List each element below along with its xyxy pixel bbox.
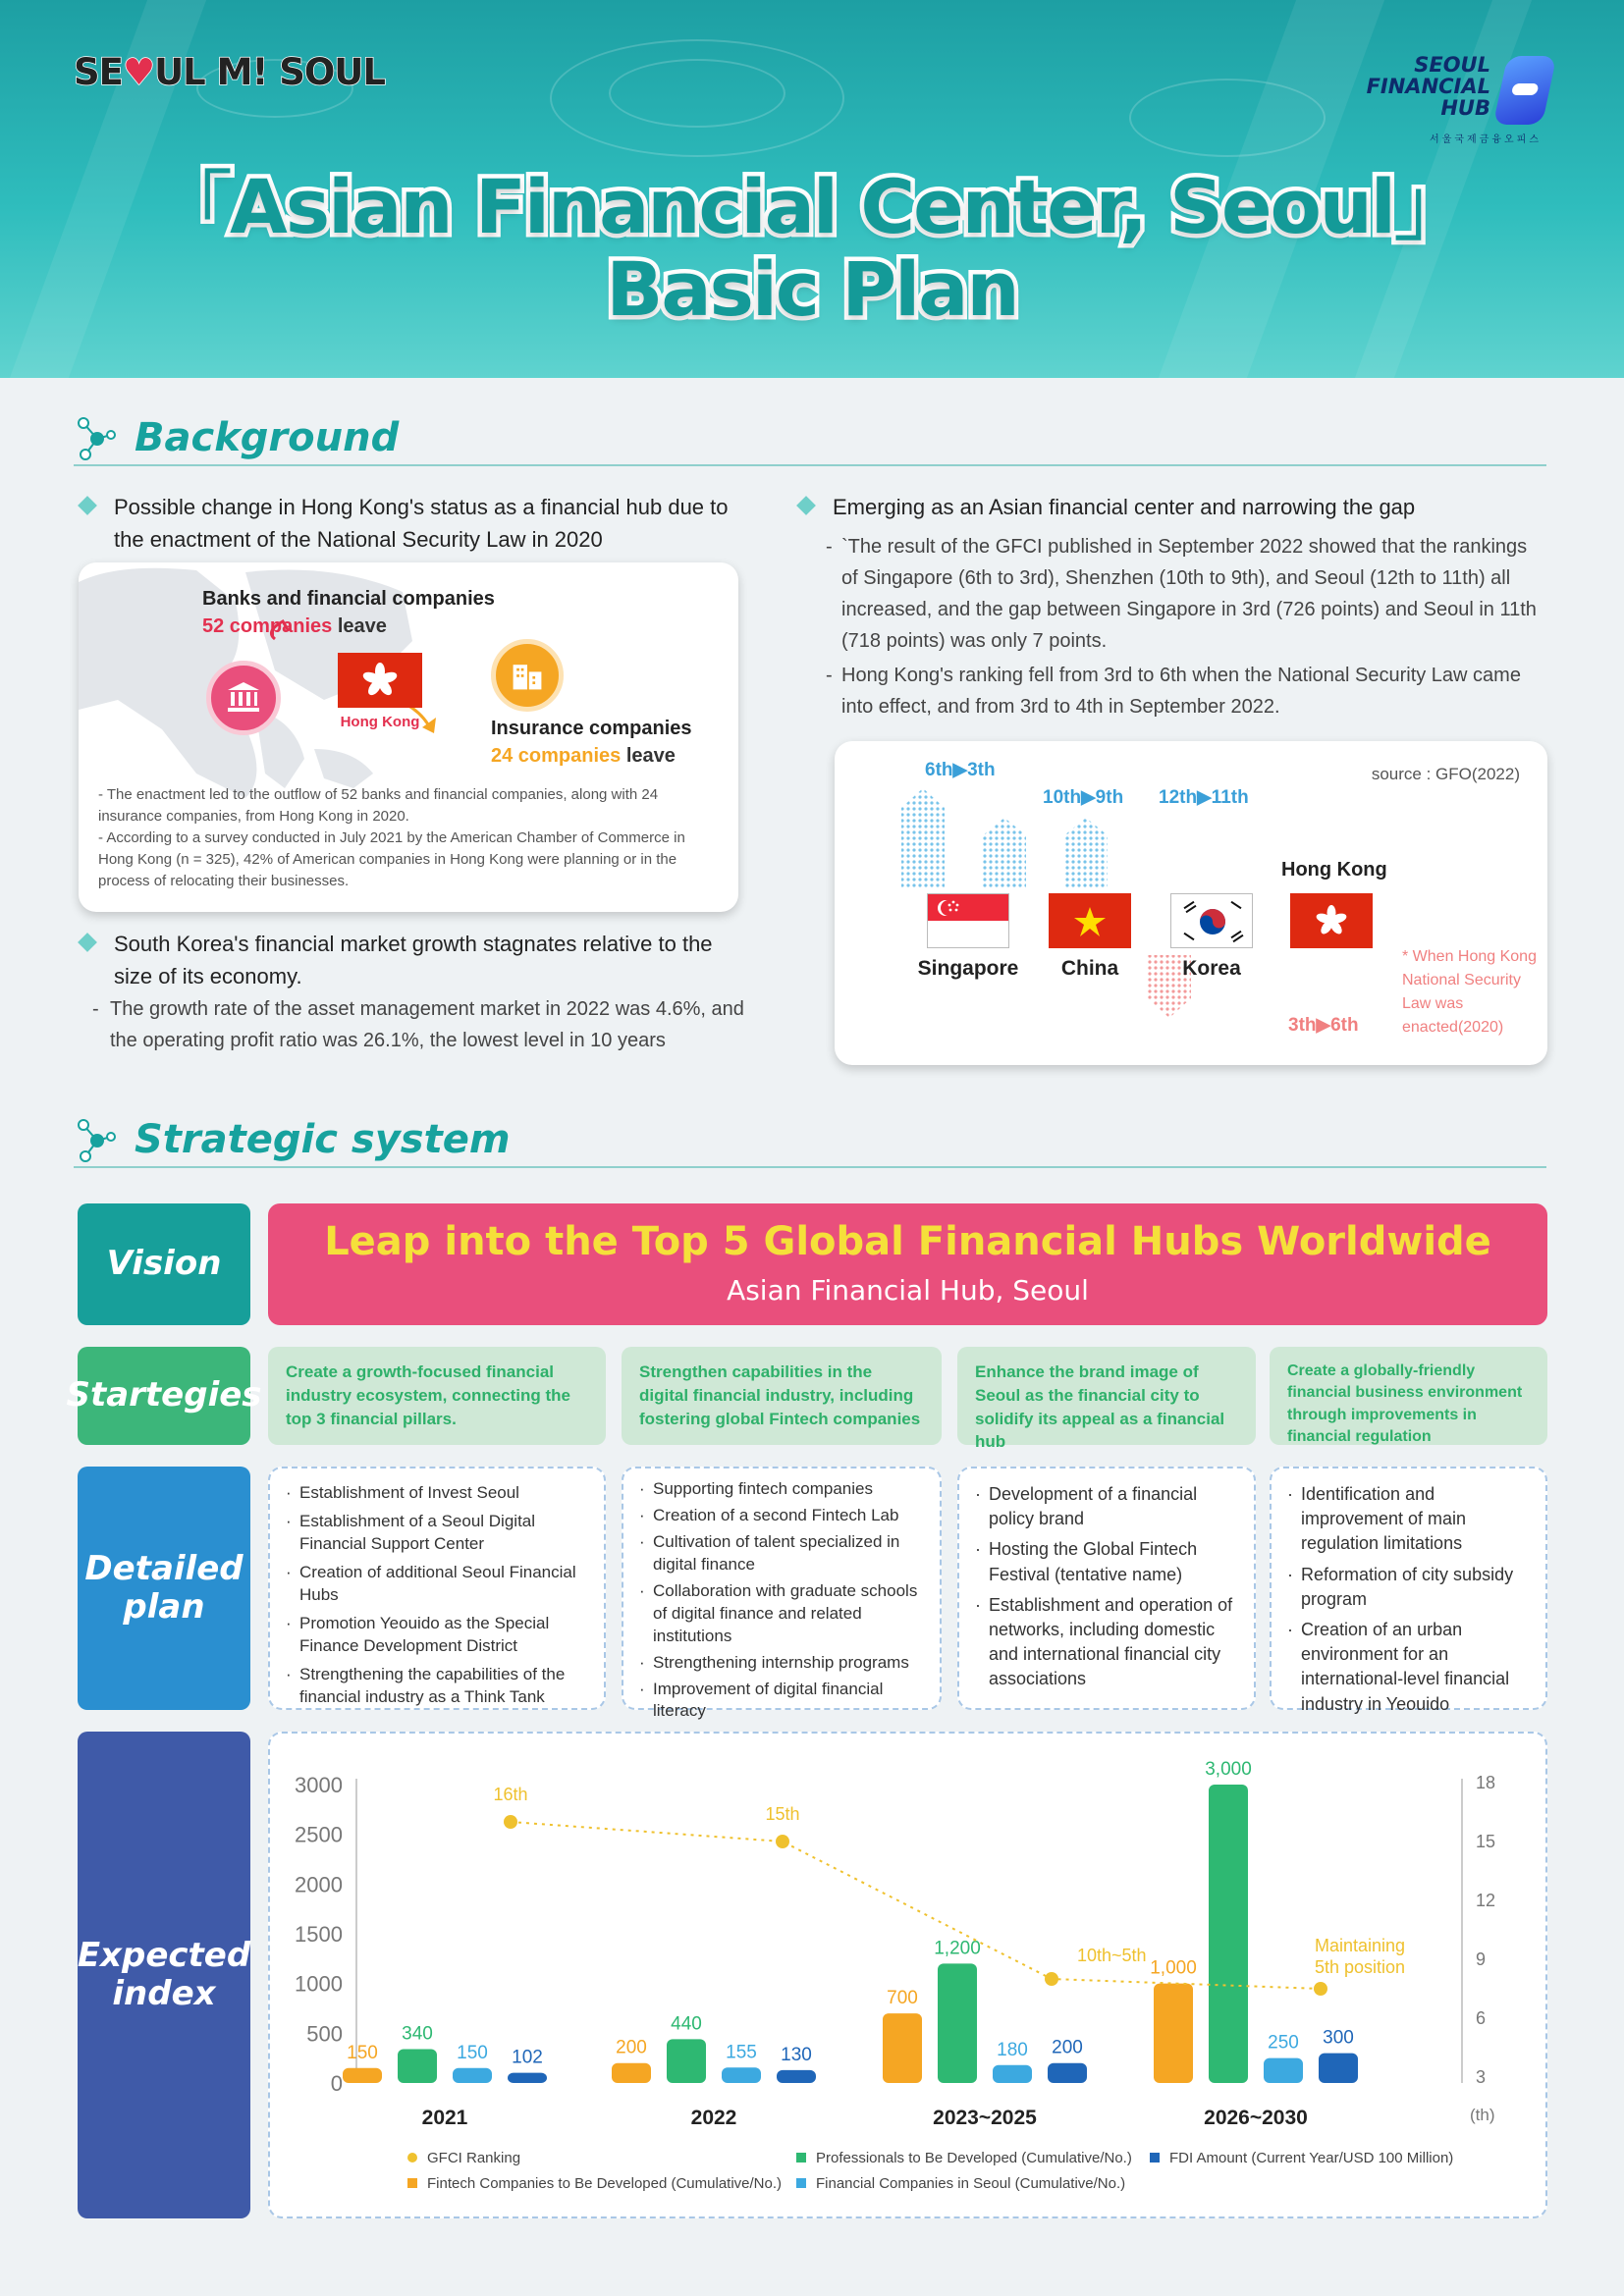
bar-value-label: 102 (512, 2047, 543, 2068)
bar-value-label: 300 (1323, 2027, 1354, 2049)
china-name: China (1060, 957, 1119, 980)
y2-tick-label: 15 (1476, 1832, 1496, 1851)
hongkong-name: Hong Kong (1281, 859, 1387, 881)
hk-law-note: * When Hong Kong National Security Law was enacted(2020) (1402, 948, 1537, 1036)
bank-icon (206, 661, 281, 735)
y2-tick-label: 12 (1476, 1891, 1496, 1910)
vision-subtitle: Asian Financial Hub, Seoul (727, 1274, 1089, 1307)
gfci-point (776, 1835, 789, 1848)
bar-value-label: 180 (997, 2039, 1028, 2060)
y-tick-label: 0 (330, 2071, 343, 2096)
plan-item: · Development of a financial policy brand (975, 1482, 1238, 1531)
plan-item: · Collaboration with graduate schools of digital finance and related institutions (639, 1580, 924, 1648)
plan-item: · Establishment and operation of networks, including domestic and international financial city associations (975, 1593, 1238, 1692)
rank-change-card (835, 741, 1547, 1065)
gfci-point (1045, 1972, 1058, 1986)
hong-kong-flag-icon (338, 653, 422, 708)
legend-financial-companies: Financial Companies in Seoul (Cumulative/No.) (796, 2175, 1125, 2192)
bar-2 (453, 2068, 492, 2083)
bar-value-label: 200 (616, 2037, 647, 2058)
plan-item: · Creation of a second Fintech Lab (639, 1505, 924, 1527)
plan-item: · Establishment of Invest Seoul (286, 1482, 588, 1505)
y-tick-label: 2000 (295, 1872, 343, 1897)
plan-item: · Creation of an urban environment for an international-level financial industry in Yeouido (1287, 1618, 1530, 1717)
plan-item: · Identification and improvement of main regulation limitations (1287, 1482, 1530, 1557)
bar-2 (993, 2065, 1032, 2083)
page-title: 「Asian Financial Center, Seoul」 (157, 163, 1467, 250)
outflow-note: - The enactment led to the outflow of 52 banks and financial companies, along with 24 insurance companies, from Hong Kong in 2020. (98, 786, 659, 825)
hongkong-change: 3th▶6th (1288, 1015, 1359, 1036)
bar-value-label: 1,000 (1150, 1957, 1197, 1979)
plan-card (1270, 1467, 1547, 1714)
china-flag-icon (1049, 893, 1131, 948)
bar-3 (508, 2073, 547, 2083)
china-up-arrow (983, 818, 1026, 888)
source-note: source : GFO(2022) (1371, 765, 1520, 783)
building-icon (491, 639, 564, 712)
bar-1 (938, 1963, 977, 2083)
korea-up-arrow (1064, 818, 1108, 888)
plan-item: · Promotion Yeouido as the Special Finance Development District (286, 1613, 588, 1658)
y-tick-label: 1500 (295, 1922, 343, 1947)
bar-value-label: 700 (887, 1988, 918, 2009)
korea-bullet: South Korea's financial market growth stagnates relative to the size of its economy. (81, 928, 748, 996)
singapore-change: 6th▶3th (925, 760, 996, 780)
network-icon (74, 413, 117, 462)
seoul-my-soul-logo: SE♥UL M! SOUL (74, 51, 385, 93)
expected-index-panel (268, 1732, 1547, 2218)
plan-card (957, 1467, 1256, 1710)
korea-flag-icon (1170, 893, 1253, 948)
seoul-financial-hub-logo: SEOUL FINANCIAL HUB 서울국제금융오피스 (1392, 54, 1549, 147)
bar-value-label: 440 (671, 2013, 702, 2035)
bar-1 (398, 2050, 437, 2083)
y2-tick-label: 18 (1476, 1773, 1496, 1792)
hong-kong-label: Hong Kong (340, 714, 420, 730)
strategic-heading: Strategic system (74, 1109, 1546, 1168)
emerging-sub-hk: - Hong Kong's ranking fell from 3rd to 6th when the National Security Law came into effect, and from 3rd to 4th in September 2022. (826, 665, 1521, 718)
x-tick-label: 2026~2030 (1204, 2107, 1308, 2129)
gfci-point (1314, 1982, 1327, 1996)
expected-index-chart (270, 1734, 1546, 2215)
bar-2 (722, 2067, 761, 2083)
plan-card (268, 1467, 606, 1710)
singapore-up-arrow (901, 788, 945, 888)
legend-fdi: FDI Amount (Current Year/USD 100 Million) (1150, 2150, 1453, 2166)
gfci-label: 15th (765, 1804, 800, 1824)
vision-title: Leap into the Top 5 Global Financial Hubs Worldwide (324, 1219, 1491, 1264)
x-tick-label: 2023~2025 (933, 2107, 1037, 2129)
detailed-plan-label: Detailed plan (78, 1467, 250, 1710)
gfci-label: Maintaining 5th position (1315, 1936, 1406, 1977)
korea-change: 12th▶11th (1159, 787, 1249, 808)
bar-0 (343, 2068, 382, 2083)
background-heading: Background (74, 407, 1546, 466)
page-title-line2: Basic Plan (606, 245, 1018, 333)
y2-unit-label: (th) (1470, 2106, 1495, 2124)
legend-gfci: GFCI Ranking (407, 2150, 520, 2166)
plan-item: · Creation of additional Seoul Financial Hubs (286, 1562, 588, 1607)
strategy-card: Enhance the brand image of Seoul as the financial city to solidify its appeal as a financial hub (957, 1347, 1256, 1445)
singapore-flag-icon (927, 893, 1009, 948)
bar-value-label: 200 (1052, 2037, 1083, 2058)
plan-item: · Hosting the Global Fintech Festival (tentative name) (975, 1537, 1238, 1586)
plan-item: · Reformation of city subsidy program (1287, 1563, 1530, 1612)
gfci-line (511, 1822, 1321, 1989)
insurance-label: Insurance companies (491, 718, 692, 739)
bar-3 (777, 2070, 816, 2083)
plan-card (622, 1467, 942, 1721)
korea-name: Korea (1182, 957, 1241, 980)
bar-3 (1319, 2054, 1358, 2083)
y-tick-label: 3000 (295, 1773, 343, 1797)
bar-value-label: 250 (1268, 2032, 1299, 2054)
emerging-bullet: Emerging as an Asian financial center and narrowing the gap (799, 491, 1545, 526)
bar-value-label: 1,200 (934, 1938, 981, 1959)
bar-value-label: 130 (781, 2044, 812, 2065)
hub-s-icon (1493, 56, 1557, 125)
network-icon (74, 1115, 117, 1164)
x-tick-label: 2022 (690, 2107, 737, 2129)
strategy-card: Create a growth-focused financial industry ecosystem, connecting the top 3 financial pillars. (268, 1347, 606, 1445)
bar-2 (1264, 2058, 1303, 2083)
legend-professionals: Professionals to Be Developed (Cumulative/No.) (796, 2150, 1132, 2166)
plan-item: · Strengthening internship programs (639, 1652, 924, 1675)
strategies-label: Startegies (78, 1347, 250, 1445)
insurance-count-line: 24 companies leave (491, 745, 676, 767)
banks-label: Banks and financial companies (202, 588, 495, 610)
expected-index-label: Expected index (78, 1732, 250, 2218)
korea-sub: - The growth rate of the asset management market in 2022 was 4.6%, and the operating profit ratio was 26.1%, the lowest level in 10 years (92, 998, 744, 1051)
hk-bullet: Possible change in Hong Kong's status as a financial hub due to the enactment of the National Security Law in 2020 (81, 491, 748, 560)
bar-value-label: 150 (457, 2042, 488, 2063)
china-change: 10th▶9th (1043, 787, 1124, 808)
y2-tick-label: 3 (1476, 2067, 1487, 2087)
plan-item: · Establishment of a Seoul Digital Financial Support Center (286, 1511, 588, 1556)
plan-item: · Strengthening the capabilities of the financial industry as a Think Tank (286, 1664, 588, 1709)
singapore-name: Singapore (917, 957, 1019, 980)
y-tick-label: 1000 (295, 1971, 343, 1997)
bar-value-label: 340 (402, 2023, 433, 2045)
gfci-label: 10th~5th (1077, 1946, 1147, 1965)
bar-0 (883, 2013, 922, 2083)
bar-0 (1154, 1984, 1193, 2083)
plan-item: · Improvement of digital financial literacy (639, 1679, 924, 1724)
bar-0 (612, 2063, 651, 2083)
gfci-label: 16th (493, 1785, 528, 1804)
bar-value-label: 155 (726, 2042, 757, 2063)
bar-value-label: 3,000 (1205, 1759, 1252, 1780)
plan-item: · Cultivation of talent specialized in digital finance (639, 1531, 924, 1576)
y-tick-label: 2500 (295, 1822, 343, 1847)
y2-tick-label: 6 (1476, 2008, 1487, 2028)
vision-label: Vision (78, 1203, 250, 1325)
hk-outflow-card (79, 562, 738, 912)
plan-item: · Supporting fintech companies (639, 1478, 924, 1501)
bar-3 (1048, 2063, 1087, 2083)
emerging-sub-gfci: - `The result of the GFCI published in September 2022 showed that the rankings of Singapore (6th to 3rd), Shenzhen (10th to 9th), and Seoul (12th to 11th) all increased, and the gap between Singapore in 3rd (726 points) and Seoul in 11th (718 points) was only 7 points. (826, 536, 1537, 652)
banks-count-line: 52 companies leave (202, 615, 387, 637)
survey-note: - According to a survey conducted in July 2021 by the American Chamber of Commerce in Hong Kong (n = 325), 42% of American companies in Hong Kong were planning or in the process of relocating their businesses. (98, 829, 685, 889)
strategy-card: Create a globally-friendly financial business environment through improvements in financial regulation (1270, 1347, 1547, 1445)
x-tick-label: 2021 (421, 2107, 468, 2129)
bar-value-label: 150 (347, 2042, 378, 2063)
vision-banner (268, 1203, 1547, 1325)
y2-tick-label: 9 (1476, 1949, 1487, 1969)
hongkong-flag-icon (1290, 893, 1373, 948)
gfci-point (504, 1815, 517, 1829)
legend-fintech: Fintech Companies to Be Developed (Cumulative/No.) (407, 2175, 782, 2192)
bar-1 (667, 2039, 706, 2083)
strategy-card: Strengthen capabilities in the digital financial industry, including fostering global Fintech companies (622, 1347, 942, 1445)
y-tick-label: 500 (306, 2021, 343, 2047)
bar-1 (1209, 1785, 1248, 2083)
